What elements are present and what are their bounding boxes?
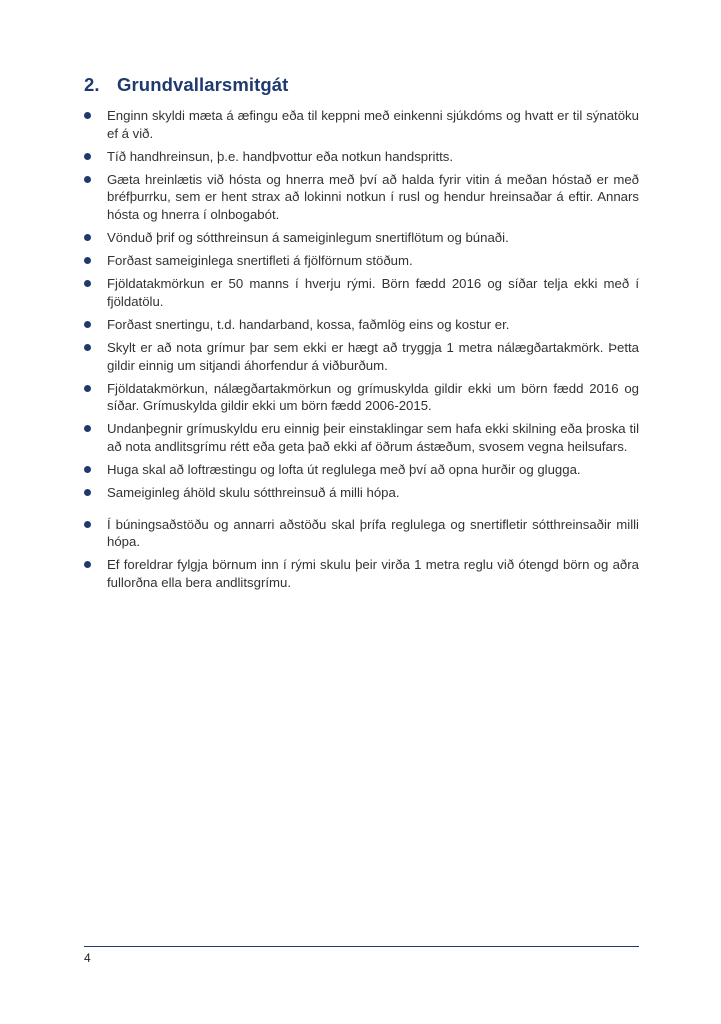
list-item (83, 252, 639, 270)
list-item-text: Forðast sameiginlega snertifleti á fjölförnum stöðum. (107, 253, 413, 269)
list-item-text: Ef foreldrar fylgja börnum inn í rými skulu þeir virða 1 metra reglu við ótengd börn og aðra fullorðna ella bera andlitsgrímu. (107, 557, 639, 591)
list-item-text: Undanþegnir grímuskyldu eru einnig þeir einstaklingar sem hafa ekki skilning eða þroska til að nota andlitsgrímu rétt eða geta það ekki af öðrum ástæðum, svosem vegna heilsufars. (107, 421, 639, 454)
bullet-icon (84, 521, 91, 528)
list-item (83, 107, 639, 142)
bullet-icon (84, 153, 91, 160)
bullet-list (83, 107, 639, 597)
list-item-text: Fjöldatakmörkun, nálægðartakmörkun og grímuskylda gildir ekki um börn fædd 2016 og síðar. Grímuskylda gildir ekki um börn fædd 2006-2015. (107, 380, 639, 414)
bullet-icon (84, 385, 91, 392)
list-item-text: Skylt er að nota grímur þar sem ekki er hægt að tryggja 1 metra nálægðartakmörk. Þetta gildir einnig um sitjandi áhorfendur á viðburðum. (107, 340, 639, 373)
bullet-icon (84, 280, 91, 287)
bullet-icon (84, 112, 91, 119)
list-item (83, 316, 639, 334)
bullet-icon (84, 489, 91, 496)
list-item (83, 339, 639, 374)
list-item (83, 516, 639, 551)
list-item (83, 171, 639, 224)
list-item-text: Tíð handhreinsun, þ.e. handþvottur eða notkun handspritts. (107, 148, 454, 164)
list-item (83, 380, 639, 415)
section-number: 2. (84, 74, 100, 95)
bullet-icon (84, 344, 91, 351)
list-item (83, 484, 639, 502)
list-item (83, 420, 639, 455)
page-number: 4 (84, 951, 91, 965)
section-heading (84, 74, 288, 96)
bullet-icon (84, 466, 91, 473)
list-item-text: Forðast snertingu, t.d. handarband, kossa, faðmlög eins og kostur er. (107, 316, 510, 332)
list-item (83, 461, 639, 479)
section-title: Grundvallarsmitgát (117, 74, 289, 95)
list-item-text: Enginn skyldi mæta á æfingu eða til keppni með einkenni sjúkdóms og hvatt er til sýnatöku ef á við. (107, 108, 639, 141)
list-item-text: Huga skal að loftræstingu og lofta út reglulega með því að opna hurðir og glugga. (107, 462, 581, 478)
list-item (83, 148, 639, 166)
list-item (83, 556, 639, 591)
bullet-icon (84, 561, 91, 568)
bullet-icon (84, 176, 91, 183)
list-item-text: Sameiginleg áhöld skulu sótthreinsuð á milli hópa. (107, 485, 400, 501)
list-item (83, 275, 639, 310)
bullet-icon (84, 425, 91, 432)
list-item-text: Fjöldatakmörkun er 50 manns í hverju rými. Börn fædd 2016 og síðar telja ekki með í fjöldatölu. (107, 276, 639, 309)
bullet-icon (84, 257, 91, 264)
list-item-text: Gæta hreinlætis við hósta og hnerra með því að halda fyrir vitin á meðan hóstað er með bréfþurrku, sem er hent strax að lokinni notkun í rusl og hendur hreinsaðar á eftir. Annars hósta og hnerra í olnbogabót. (107, 171, 639, 222)
list-item-text: Vönduð þrif og sótthreinsun á sameiginlegum snertiflötum og búnaði. (107, 230, 509, 246)
list-item-text: Í búningsaðstöðu og annarri aðstöðu skal þrífa reglulega og snertifletir sótthreinsaðir milli hópa. (107, 516, 639, 550)
list-item (83, 229, 639, 247)
bullet-icon (84, 321, 91, 328)
footer-divider (84, 946, 639, 947)
bullet-icon (84, 234, 91, 241)
